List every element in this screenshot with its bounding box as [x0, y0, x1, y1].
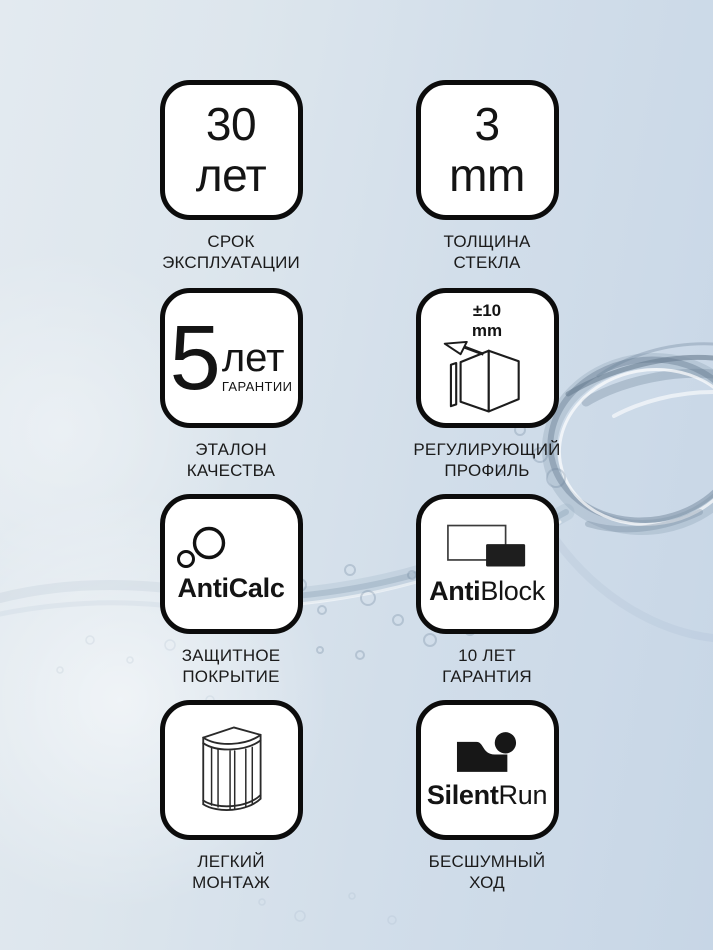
feature-anticalc: [111, 494, 351, 687]
feature-silent-run: [367, 700, 607, 893]
badge-caption: ЛЕГКИЙ МОНТАЖ: [192, 852, 270, 892]
badge-caption: ЗАЩИТНОЕ ПОКРЫТИЕ: [181, 646, 281, 686]
feature-glass-thickness: [367, 80, 607, 273]
roller-wheel-icon: [456, 732, 518, 773]
overlapping-rectangles-icon: [447, 524, 527, 568]
feature-service-life: [111, 80, 351, 273]
badge-caption: СРОК ЭКСПЛУАТАЦИИ: [162, 232, 300, 272]
brand-label: AntiCalc: [177, 573, 285, 603]
badge-adjusting-profile: [416, 288, 559, 428]
feature-quality-standard: [111, 288, 351, 481]
badge-caption: ЭТАЛОН КАЧЕСТВА: [186, 440, 276, 480]
badge-easy-installation: [160, 700, 303, 840]
badge-quality-standard: [160, 288, 303, 428]
badge-value: 3 mm: [449, 98, 525, 201]
badge-silent-run: [416, 700, 559, 840]
feature-antiblock: [367, 494, 607, 687]
brand-label: AntiBlock: [429, 575, 545, 606]
two-circles-icon: [177, 526, 229, 568]
badge-value: 5 лет ГАРАНТИИ: [169, 307, 293, 409]
badge-caption: БЕСШУМНЫЙ ХОД: [428, 852, 546, 892]
badge-caption: РЕГУЛИРУЮЩИЙ ПРОФИЛЬ: [413, 440, 561, 480]
badge-caption: ТОЛЩИНА СТЕКЛА: [443, 232, 531, 272]
feature-easy-installation: [111, 700, 351, 893]
badge-glass-thickness: [416, 80, 559, 220]
corner-shower-cabin-icon: [194, 722, 268, 818]
badge-antiblock: [416, 494, 559, 634]
brand-label: SilentRun: [426, 779, 548, 810]
badge-caption: 10 ЛЕТ ГАРАНТИЯ: [442, 646, 532, 686]
tolerance-label: ±10 mm: [471, 301, 503, 340]
corner-profile-arrow-icon: [443, 341, 531, 415]
badge-value: 30 лет: [195, 98, 267, 201]
badge-service-life: [160, 80, 303, 220]
badge-anticalc: [160, 494, 303, 634]
feature-adjusting-profile: [367, 288, 607, 481]
